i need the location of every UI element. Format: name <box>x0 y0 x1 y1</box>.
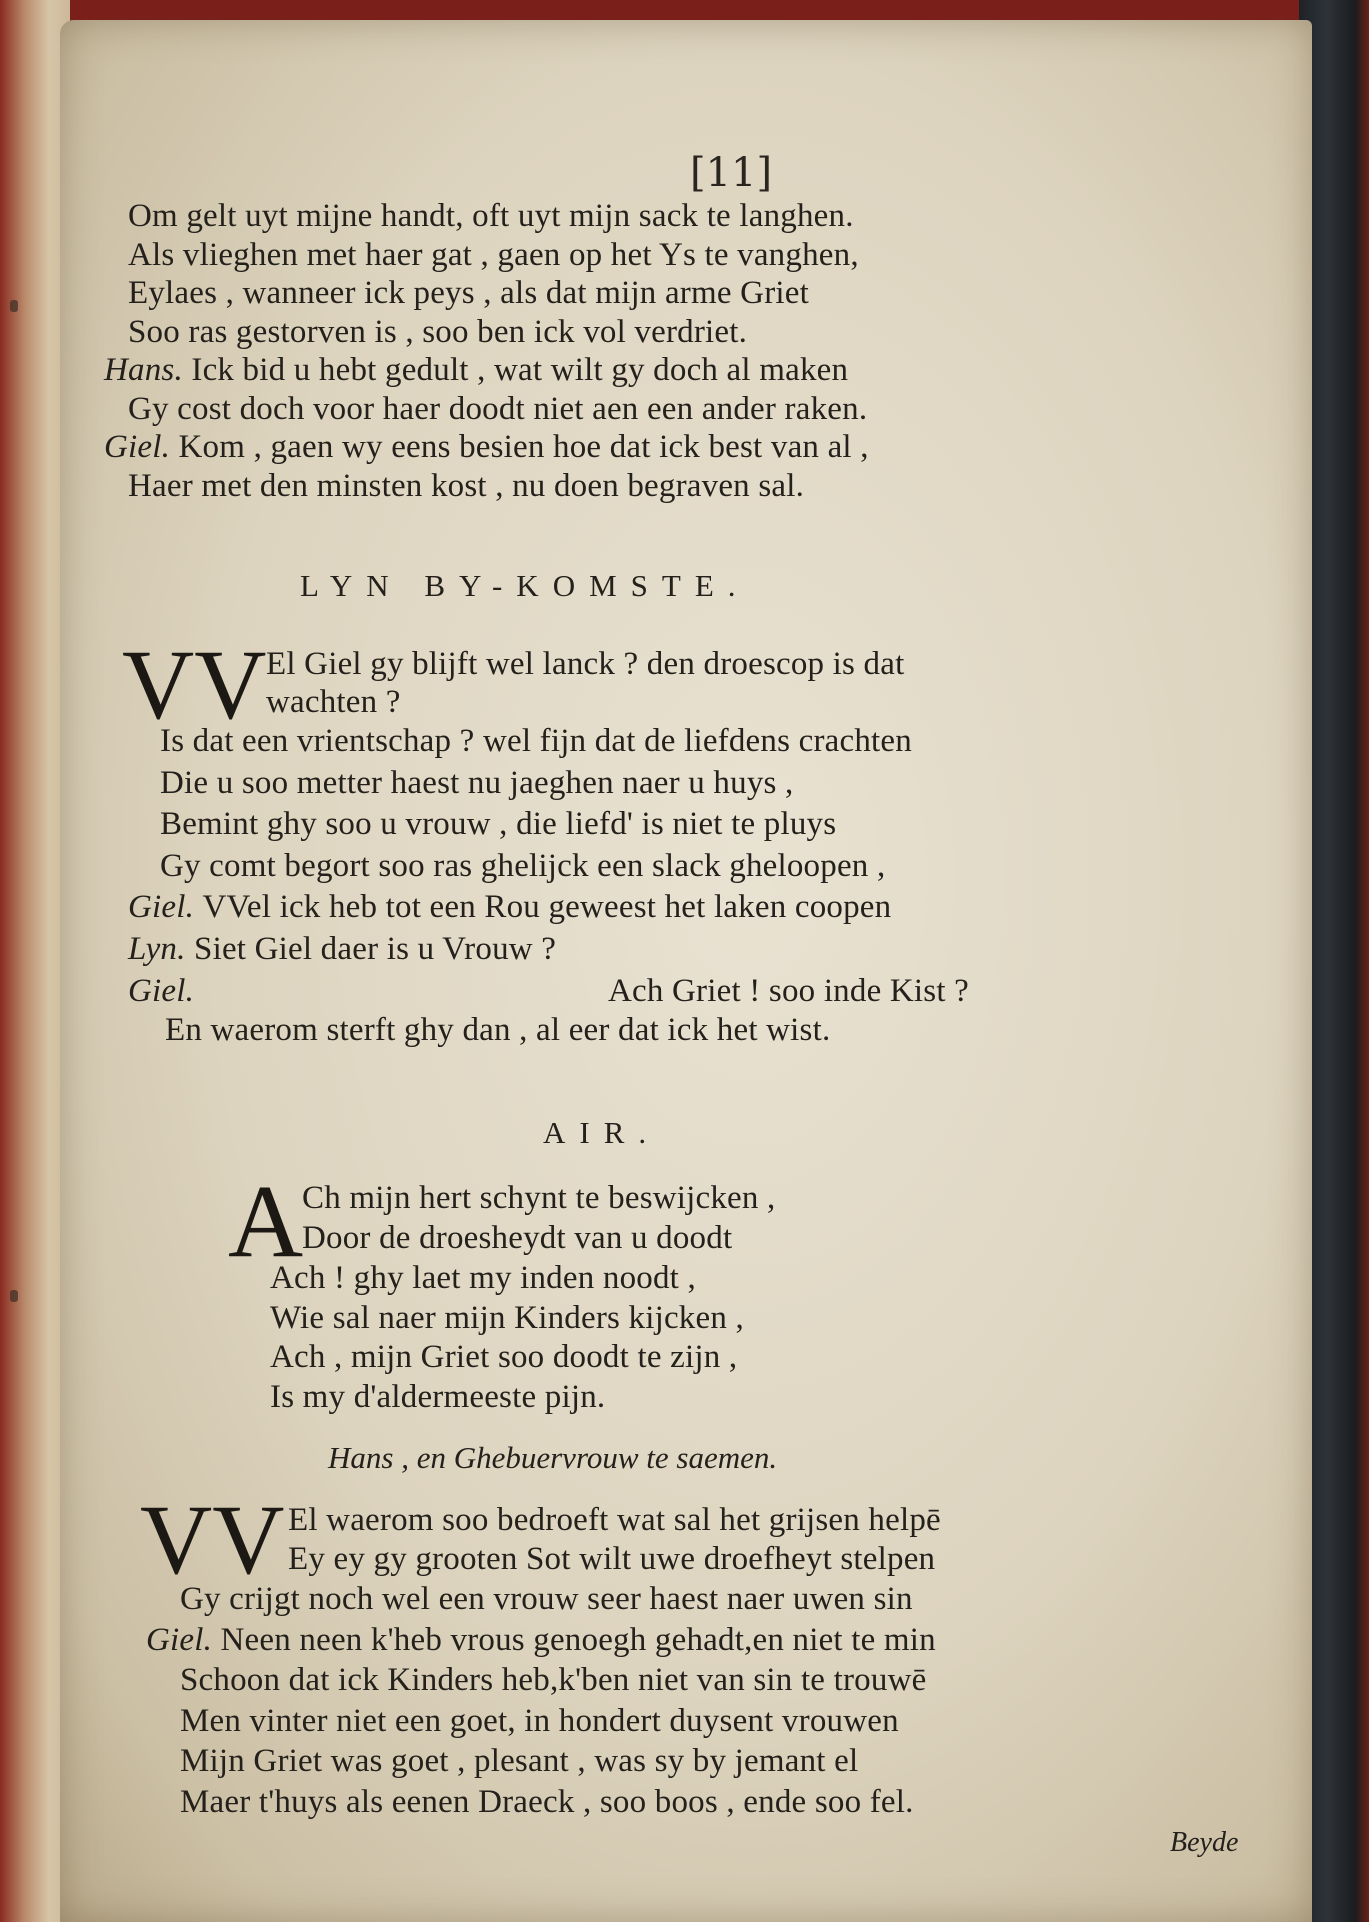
speaker-label: Giel. <box>146 1621 221 1658</box>
verse-line: Wie sal naer mijn Kinders kijcken , <box>270 1299 744 1336</box>
verse-text: Siet Giel daer is u Vrouw ? <box>194 930 557 967</box>
verse-text: VVel ick heb tot een Rou geweest het laken coopen <box>202 889 892 925</box>
verse-line: Mijn Griet was goet , plesant , was sy by jemant el <box>180 1743 859 1779</box>
catchword: Beyde <box>1170 1827 1239 1858</box>
verse-line <box>104 429 869 466</box>
verse-line: Ch mijn hert schynt te beswijcken , <box>302 1180 776 1216</box>
verse-line: Haer met den minsten kost , nu doen begraven sal. <box>128 467 805 504</box>
verse-line <box>128 889 891 926</box>
verse-line: Ach ! ghy laet my inden noodt , <box>270 1260 696 1296</box>
verse-line: Soo ras gestorven is , soo ben ick vol verdriet. <box>128 313 748 350</box>
ink-mark <box>10 300 18 312</box>
verse-line: Gy cost doch voor haer doodt niet aen een ander raken. <box>128 390 868 427</box>
verse-line: Bemint ghy soo u vrouw , die liefd' is niet te pluys <box>160 806 837 842</box>
verse-line: wachten ? <box>266 684 401 720</box>
drop-capital: VV <box>122 629 267 740</box>
verse-line: Die u soo metter haest nu jaeghen naer u huys , <box>160 764 794 801</box>
verse-line: Ey ey gy grooten Sot wilt uwe droefheyt stelpen <box>288 1541 936 1577</box>
speaker-label: Giel. <box>104 429 179 465</box>
verse-line <box>128 931 556 968</box>
verse-line: Als vlieghen met haer gat , gaen op het Ys te vanghen, <box>128 236 859 273</box>
verse-line: Ach , mijn Griet soo doodt te zijn , <box>270 1339 738 1375</box>
verse-line: En waerom sterft ghy dan , al eer dat ick het wist. <box>165 1012 831 1048</box>
verse-line: Is dat een vrientschap ? wel fijn dat de liefdens crachten <box>160 723 912 759</box>
verse-text: Ach Griet ! soo inde Kist ? <box>608 973 969 1009</box>
stage-direction: Hans , en Ghebuervrouw te saemen. <box>328 1440 778 1475</box>
verse-text: Neen neen k'heb vrous genoegh gehadt,en niet te min <box>220 1621 936 1658</box>
verse-line: El Giel gy blijft wel lanck ? den droescop is dat <box>266 646 905 682</box>
drop-capital: A <box>228 1164 304 1279</box>
verse-line: Om gelt uyt mijne handt, oft uyt mijn sack te langhen. <box>128 198 854 234</box>
verse-line: Schoon dat ick Kinders heb,k'ben niet van sin te trouwē <box>180 1662 927 1698</box>
verse-line: El waerom soo bedroeft wat sal het grijsen helpē <box>288 1502 941 1538</box>
book-page <box>60 20 1312 1922</box>
verse-line: Maer t'huys als eenen Draeck , soo boos , ende soo fel. <box>180 1783 914 1820</box>
section-heading-air: AIR. <box>543 1115 661 1150</box>
verse-line <box>146 1622 936 1659</box>
verse-line <box>104 352 848 389</box>
verse-line: Door de droesheydt van u doodt <box>302 1220 733 1256</box>
verse-line: Gy comt begort soo ras ghelijck een slack gheloopen , <box>160 847 886 884</box>
section-heading-lyn: LYN BY-KOMSTE. <box>300 568 750 603</box>
ink-mark <box>10 1290 18 1302</box>
verse-line: Men vinter niet een goet, in hondert duysent vrouwen <box>180 1702 899 1739</box>
verse-line: Gy crijgt noch wel een vrouw seer haest naer uwen sin <box>180 1581 913 1617</box>
speaker-label: Giel. <box>128 973 195 1009</box>
drop-capital: VV <box>140 1484 285 1595</box>
verse-line: Eylaes , wanneer ick peys , als dat mijn arme Griet <box>128 275 809 311</box>
verse-text: Ick bid u hebt gedult , wat wilt gy doch al maken <box>191 352 849 388</box>
speaker-label: Giel. <box>128 889 203 925</box>
verse-line-split <box>128 973 1243 1010</box>
speaker-label: Lyn. <box>128 930 195 967</box>
page-number: [11] <box>690 150 773 196</box>
verse-line: Is my d'aldermeeste pijn. <box>270 1378 606 1415</box>
verse-text: Kom , gaen wy eens besien hoe dat ick best van al , <box>178 429 869 465</box>
speaker-label: Hans. <box>104 352 192 388</box>
